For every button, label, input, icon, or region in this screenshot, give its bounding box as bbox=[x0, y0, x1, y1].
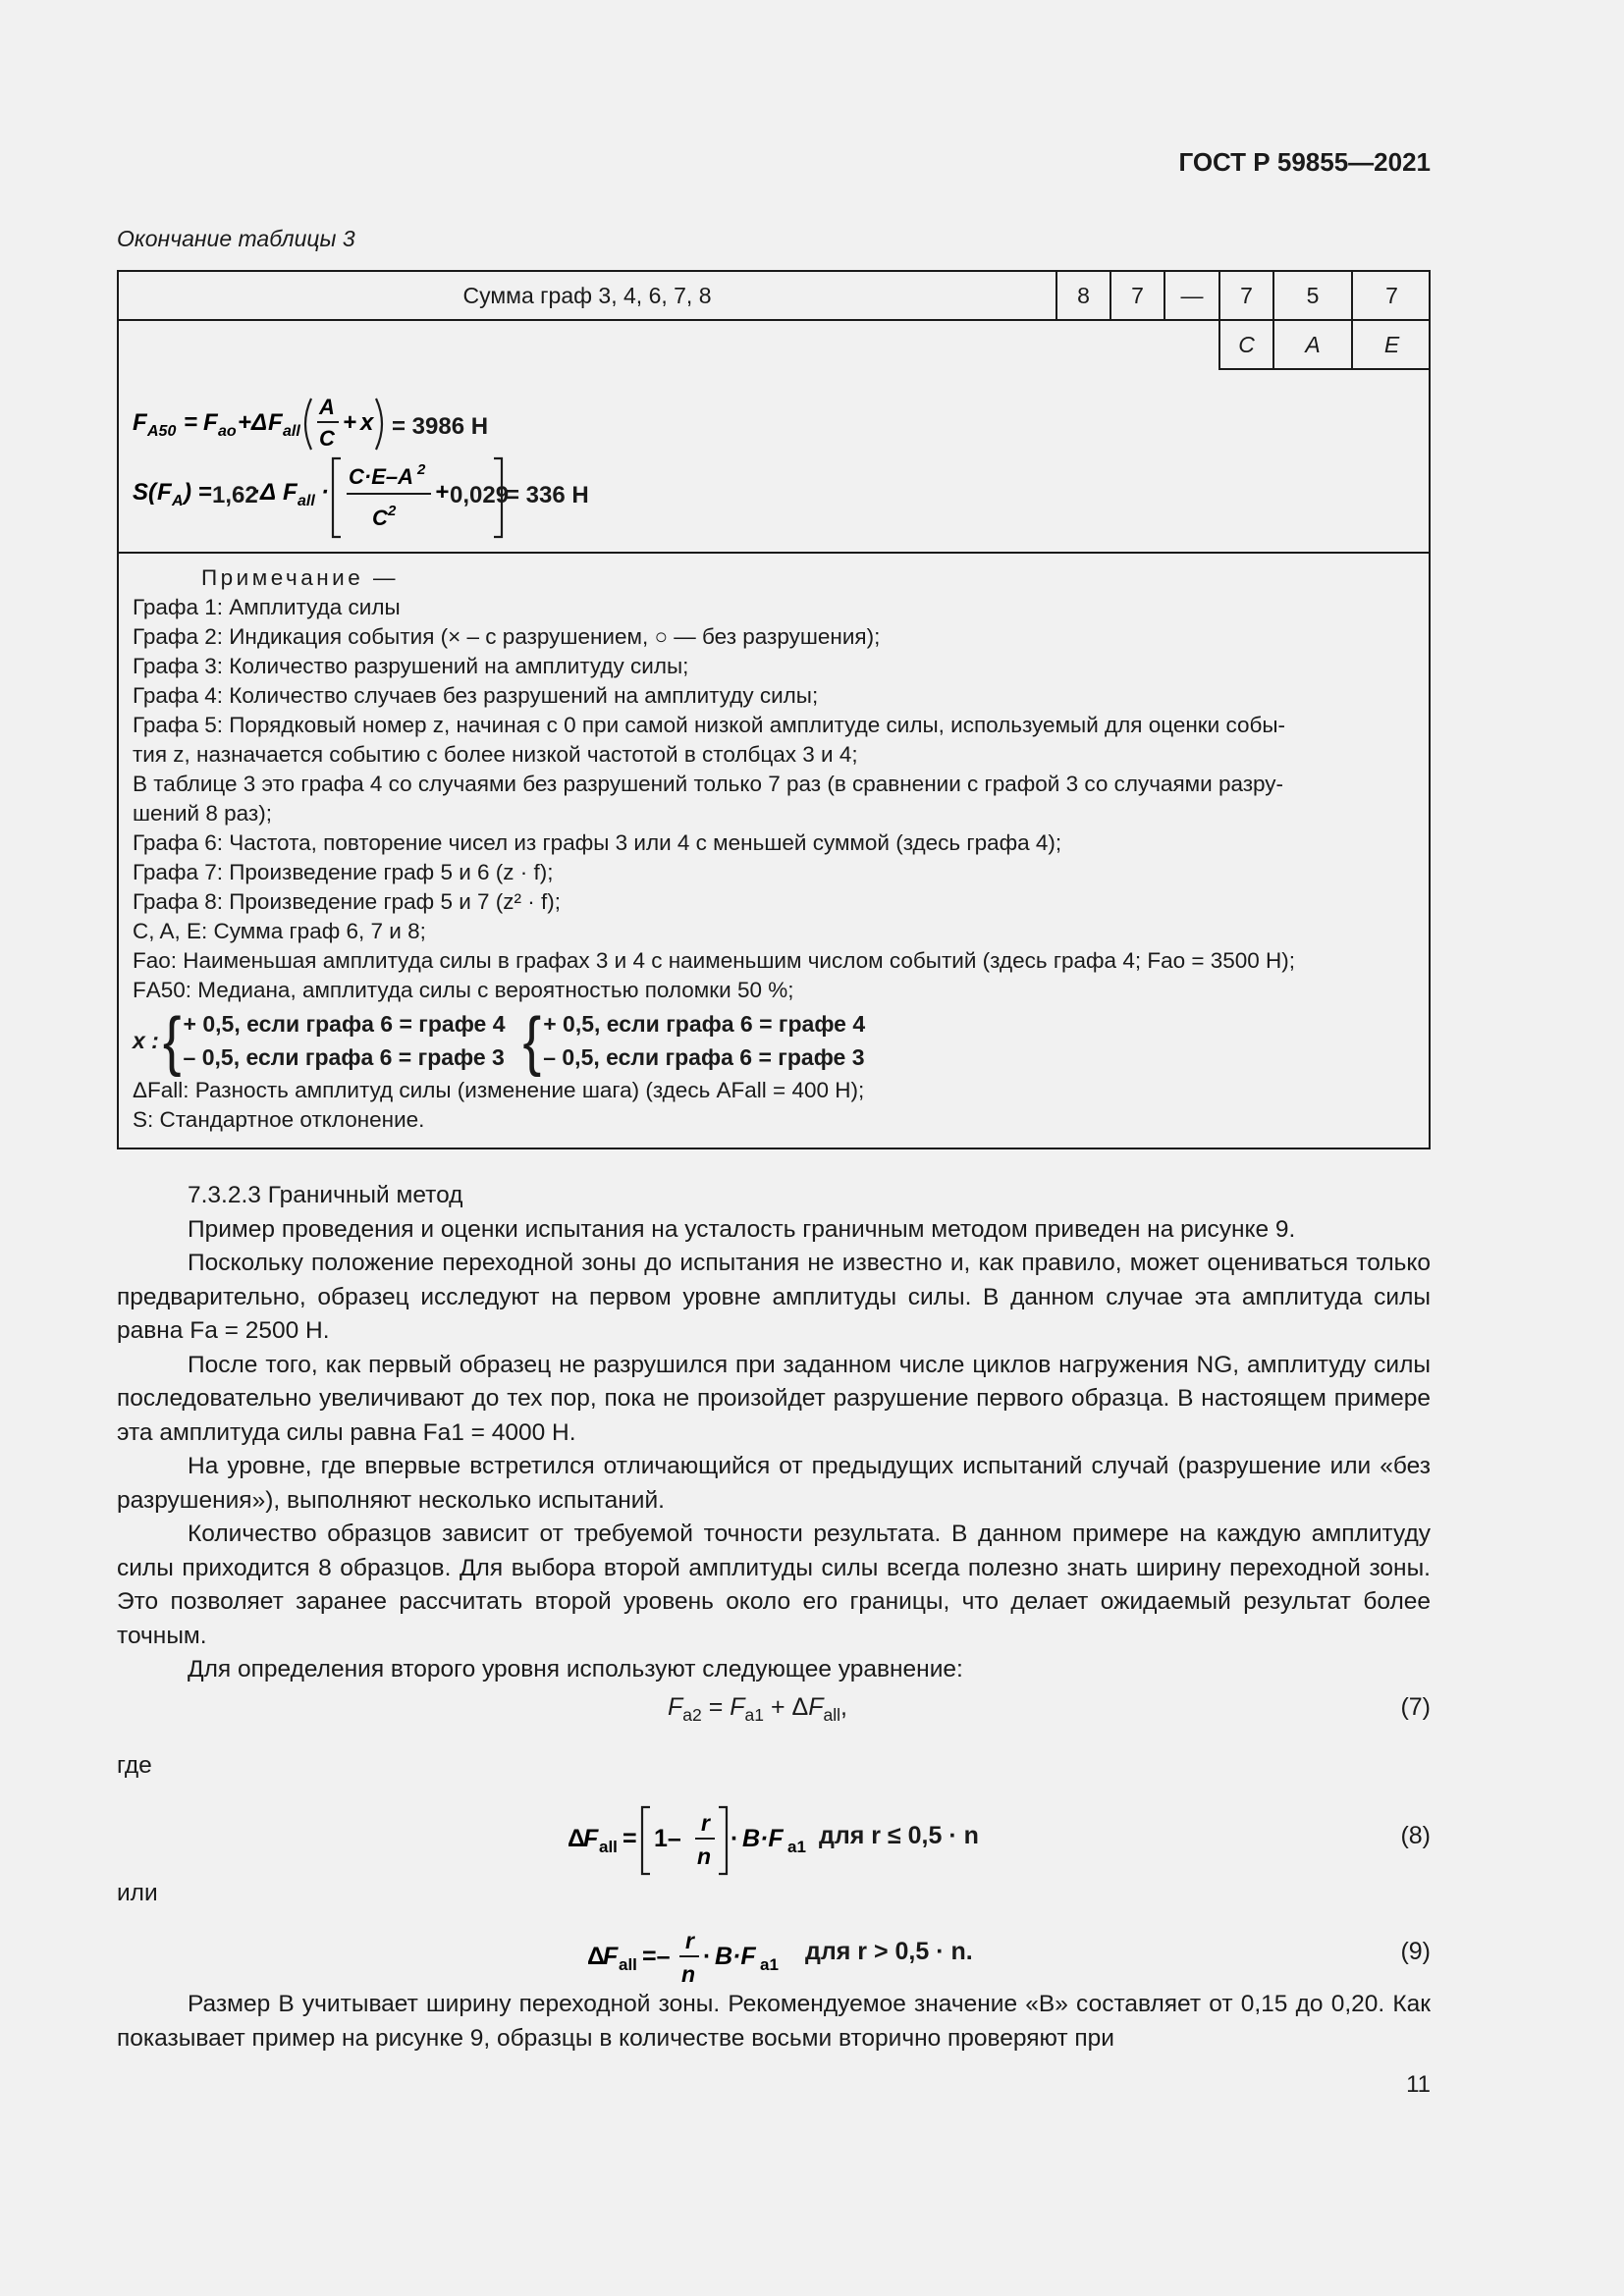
note-line: Fао: Наименьшая амплитуда силы в графах 3 и 4 с наименьшим числом событий (здесь графа 4; Fао = 3500 Н); bbox=[133, 948, 1296, 973]
note-line: тия z, назначается событию с более низкой частотой в столбцах 3 и 4; bbox=[133, 742, 858, 767]
or-label: или bbox=[117, 1880, 158, 1906]
note-line: C, A, E: Сумма граф 6, 7 и 8; bbox=[133, 919, 426, 943]
note-line: шений 8 раз); bbox=[133, 801, 272, 826]
x-case: + 0,5, если графа 6 = графе 4 bbox=[183, 1011, 506, 1037]
paragraph: После того, как первый образец не разрушился при заданном числе циклов нагружения NG, амплитуду силы последовательно увеличивают до тех пор, пока не произойдет разрушение первого образца. В настоящем примере эта амплитуда силы равна Fа1 = 4000 Н. bbox=[117, 1351, 1431, 1446]
equation-8 bbox=[566, 1801, 860, 1887]
svg-text:ao: ao bbox=[218, 423, 237, 440]
table-3-end bbox=[117, 270, 1431, 1149]
sum-value-cell: — bbox=[1164, 272, 1218, 321]
letter-cell: A bbox=[1272, 321, 1351, 370]
paragraph: Поскольку положение переходной зоны до испытания не известно и, как правило, может оцениваться только предварительно, образец исследуют на первом уровне амплитуды силы. В данном случае эта амплитуда силы равна Fа = 2500 Н. bbox=[117, 1250, 1431, 1344]
svg-text:C·E–A: C·E–A bbox=[349, 464, 414, 489]
svg-text:C: C bbox=[319, 426, 335, 451]
formula-sfa-const: 0,029 bbox=[450, 482, 510, 508]
equation-8-number: (8) bbox=[1400, 1822, 1431, 1849]
note-line: В таблице 3 это графа 4 со случаями без разрушений только 7 раз (в сравнении с графой 3 со случаями разру- bbox=[133, 772, 1284, 796]
svg-text:F: F bbox=[268, 409, 283, 436]
svg-text:=: = bbox=[623, 1825, 637, 1852]
paragraph: Пример проведения и оценки испытания на усталость граничным методом приведен на рисунке 9. bbox=[188, 1215, 1296, 1243]
svg-text:+Δ: +Δ bbox=[238, 409, 268, 436]
svg-text:=: = bbox=[184, 409, 198, 436]
svg-text:A50: A50 bbox=[147, 423, 177, 440]
svg-text:C: C bbox=[372, 506, 388, 530]
svg-text:=–: =– bbox=[642, 1943, 671, 1970]
svg-text:2: 2 bbox=[388, 503, 397, 519]
svg-text:F: F bbox=[203, 409, 218, 436]
sum-value-cell: 7 bbox=[1351, 272, 1431, 321]
svg-text:B·F: B·F bbox=[715, 1943, 756, 1970]
paragraph: Для определения второго уровня используют следующее уравнение: bbox=[188, 1656, 963, 1682]
svg-text:a1: a1 bbox=[787, 1838, 806, 1856]
svg-text:2: 2 bbox=[417, 461, 426, 478]
svg-text:A: A bbox=[319, 395, 335, 419]
svg-text:a1: a1 bbox=[760, 1955, 779, 1974]
svg-text:F: F bbox=[283, 479, 298, 506]
equation-8-condition: для r ≤ 0,5 · n bbox=[819, 1822, 979, 1849]
equation-9-condition: для r > 0,5 · n. bbox=[805, 1938, 973, 1965]
note-line: S: Стандартное отклонение. bbox=[133, 1107, 425, 1132]
svg-text:+: + bbox=[343, 409, 357, 436]
note-line: FА50: Медиана, амплитуда силы с вероятностью поломки 50 %; bbox=[133, 978, 794, 1002]
sum-label-cell: Сумма граф 3, 4, 6, 7, 8 bbox=[119, 272, 1056, 321]
svg-text:A: A bbox=[172, 493, 184, 509]
note-line: Графа 6: Частота, повторение чисел из графы 3 или 4 с меньшей суммой (здесь графа 4); bbox=[133, 830, 1062, 855]
svg-text:F: F bbox=[603, 1943, 619, 1970]
svg-text:·: · bbox=[731, 1825, 739, 1852]
svg-text:Δ: Δ bbox=[587, 1943, 605, 1970]
svg-text:(: ( bbox=[148, 479, 156, 506]
x-cases-repeat bbox=[543, 1007, 865, 1074]
svg-text:n: n bbox=[681, 1961, 696, 1987]
sum-value-cell: 7 bbox=[1218, 272, 1272, 321]
svg-text:S: S bbox=[133, 479, 149, 506]
body-text-continued bbox=[117, 1988, 1431, 2056]
svg-text:·Δ: ·Δ bbox=[252, 479, 277, 506]
equation-7: $F_{a2} = F_{a1} + \Delta F_{all}$, bbox=[668, 1693, 847, 1726]
svg-text:F: F bbox=[157, 479, 172, 506]
x-case: – 0,5, если графа 6 = графе 3 bbox=[183, 1044, 505, 1070]
page-number: 11 bbox=[1406, 2071, 1431, 2098]
formula-sfa-result: = 336 Н bbox=[506, 482, 589, 508]
svg-text:r: r bbox=[685, 1928, 694, 1953]
x-cases bbox=[184, 1007, 506, 1074]
table-notes bbox=[119, 552, 1429, 1148]
sum-value-cell: 7 bbox=[1110, 272, 1164, 321]
x-case: – 0,5, если графа 6 = графе 3 bbox=[543, 1044, 865, 1070]
letter-cell: E bbox=[1351, 321, 1431, 370]
svg-text:all: all bbox=[298, 493, 315, 509]
equation-9-number: (9) bbox=[1400, 1938, 1431, 1965]
svg-text:+: + bbox=[435, 479, 450, 506]
standard-number: ГОСТ Р 59855—2021 bbox=[1178, 147, 1431, 177]
svg-text:all: all bbox=[619, 1955, 637, 1974]
brace-icon: { bbox=[162, 1002, 182, 1078]
x-symbol: x : bbox=[133, 1028, 159, 1053]
sum-value-cell: 8 bbox=[1056, 272, 1110, 321]
note-title: Примечание — bbox=[201, 565, 399, 590]
x-case: + 0,5, если графа 6 = графе 4 bbox=[543, 1011, 866, 1037]
equation-9-svg bbox=[585, 1919, 811, 1998]
formula-fa50-result: = 3986 Н bbox=[392, 413, 489, 440]
svg-text:x: x bbox=[360, 409, 374, 436]
svg-text:) =: ) = bbox=[184, 479, 212, 506]
note-line: Графа 3: Количество разрушений на амплитуду силы; bbox=[133, 654, 689, 678]
note-line: Графа 2: Индикация события (× – с разрушением, ○ — без разрушения); bbox=[133, 624, 881, 649]
equation-7-number: (7) bbox=[1400, 1693, 1431, 1721]
svg-text:all: all bbox=[283, 423, 300, 440]
x-definition bbox=[133, 1002, 1415, 1078]
svg-text:r: r bbox=[701, 1810, 710, 1836]
table-continuation-caption: Окончание таблицы 3 bbox=[117, 226, 355, 251]
svg-text:·: · bbox=[321, 479, 329, 506]
svg-text:all: all bbox=[599, 1838, 618, 1856]
svg-text:1–: 1– bbox=[654, 1825, 681, 1852]
body-text bbox=[117, 1179, 1431, 1687]
formula-sfa-coef: 1,62 bbox=[212, 482, 258, 508]
where-label: где bbox=[117, 1752, 152, 1779]
svg-text:Δ: Δ bbox=[568, 1825, 585, 1852]
sum-value-cell: 5 bbox=[1272, 272, 1351, 321]
section-heading: 7.3.2.3 Граничный метод bbox=[188, 1182, 463, 1208]
svg-text:F: F bbox=[583, 1825, 599, 1852]
svg-text:B·F: B·F bbox=[742, 1825, 784, 1852]
svg-text:·: · bbox=[703, 1943, 712, 1970]
svg-text:n: n bbox=[697, 1843, 712, 1869]
note-line: Графа 8: Произведение граф 5 и 7 (z² · f); bbox=[133, 889, 562, 914]
svg-text:F: F bbox=[133, 409, 147, 436]
equation-8-svg bbox=[566, 1801, 860, 1880]
paragraph: Размер B учитывает ширину переходной зоны. Рекомендуемое значение «В» составляет от 0,15 до 0,20. Как показывает пример на рисунке 9, образцы в количестве восьми вторично проверяют при bbox=[117, 1991, 1431, 2052]
paragraph: На уровне, где впервые встретился отличающийся от предыдущих испытаний случай (разрушение или «без разрушения»), выполняют несколько испытаний. bbox=[117, 1453, 1431, 1514]
note-line: Графа 4: Количество случаев без разрушений на амплитуду силы; bbox=[133, 683, 819, 708]
paragraph: Количество образцов зависит от требуемой точности результата. В данном примере на каждую амплитуду силы приходится 8 образцов. Для выбора второй амплитуды силы всегда полезно знать ширину переходной зоны. Это позволяет заранее рассчитать второй уровень около его границы, что делает ожидаемый результат более точным. bbox=[117, 1521, 1431, 1649]
letter-cell: C bbox=[1218, 321, 1272, 370]
note-line: Графа 1: Амплитуда силы bbox=[133, 595, 401, 619]
note-line: Графа 5: Порядковый номер z, начиная с 0 при самой низкой амплитуде силы, используемый для оценки собы- bbox=[133, 713, 1286, 737]
brace-icon: { bbox=[522, 1002, 542, 1078]
note-line: Графа 7: Произведение граф 5 и 6 (z · f); bbox=[133, 860, 554, 884]
note-line: ΔFall: Разность амплитуд силы (изменение шага) (здесь АFall = 400 Н); bbox=[133, 1078, 865, 1102]
